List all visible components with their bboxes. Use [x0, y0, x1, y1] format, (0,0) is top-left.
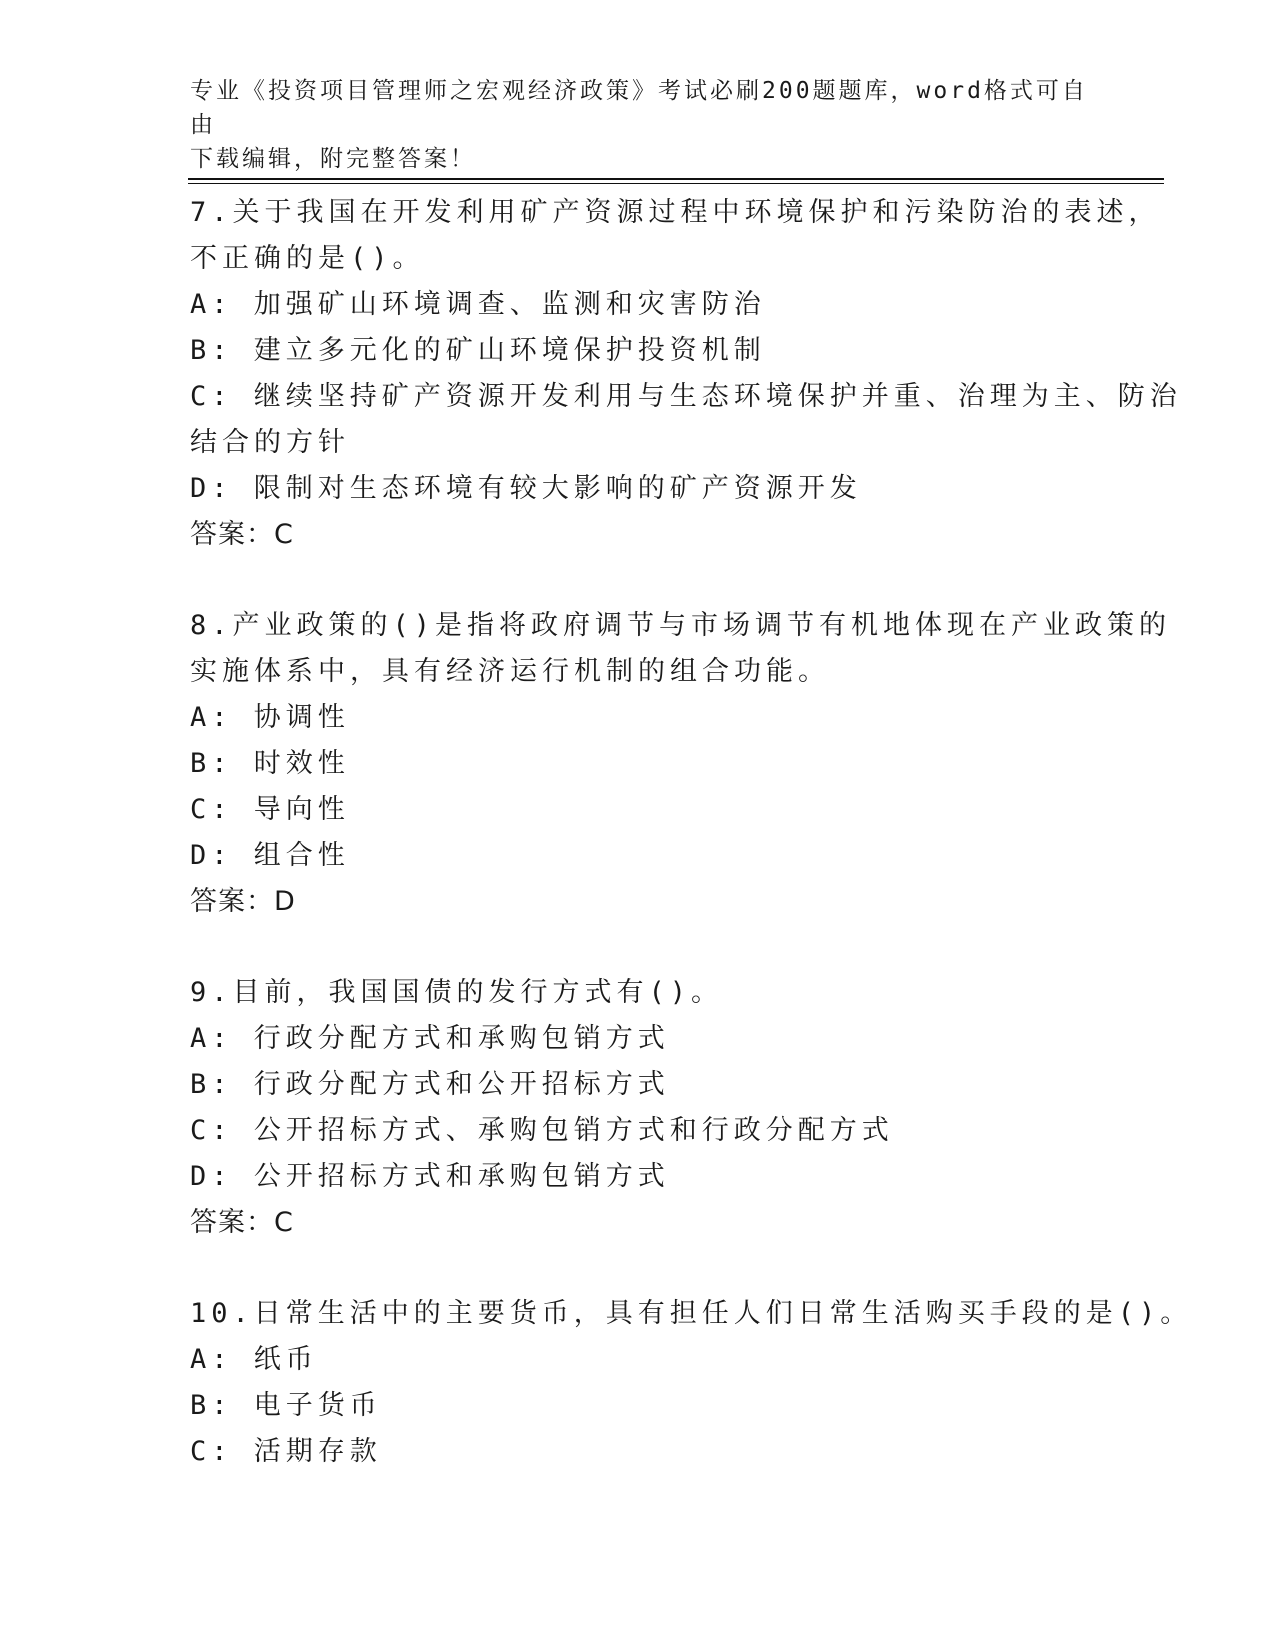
option-a: A: 协调性	[190, 702, 350, 733]
option-d: D: 限制对生态环境有较大影响的矿产资源开发	[190, 473, 862, 504]
header-line-1: 专业《投资项目管理师之宏观经济政策》考试必刷200题题库，word格式可自由	[190, 78, 1088, 138]
option-b: B: 建立多元化的矿山环境保护投资机制	[190, 335, 766, 366]
option-b: B: 时效性	[190, 748, 350, 779]
question-stem: 9.目前，我国国债的发行方式有()。	[190, 977, 724, 1008]
header-line-2: 下载编辑，附完整答案！	[190, 146, 476, 172]
header-divider-thick	[188, 178, 1164, 180]
question-10	[190, 1291, 1193, 1475]
question-stem: 不正确的是()。	[190, 243, 425, 274]
question-stem: 实施体系中，具有经济运行机制的组合功能。	[190, 656, 830, 687]
answer: 答案：C	[190, 1207, 294, 1238]
option-a: A: 纸币	[190, 1344, 318, 1375]
option-c: C: 继续坚持矿产资源开发利用与生态环境保护并重、治理为主、防治	[190, 381, 1182, 412]
option-a: A: 加强矿山环境调查、监测和灾害防治	[190, 289, 766, 320]
option-b: B: 行政分配方式和公开招标方式	[190, 1069, 670, 1100]
question-7	[190, 190, 1182, 558]
option-a: A: 行政分配方式和承购包销方式	[190, 1023, 670, 1054]
question-9	[190, 970, 1090, 1246]
option-b: B: 电子货币	[190, 1390, 382, 1421]
option-d: D: 公开招标方式和承购包销方式	[190, 1161, 670, 1192]
answer: 答案：D	[190, 886, 296, 917]
question-list	[190, 190, 1193, 1520]
question-stem: 8.产业政策的()是指将政府调节与市场调节有机地体现在产业政策的	[190, 610, 1172, 641]
option-d: D: 组合性	[190, 840, 350, 871]
header-divider-thin	[188, 183, 1164, 184]
question-8	[190, 603, 1172, 925]
option-c: C: 公开招标方式、承购包销方式和行政分配方式	[190, 1115, 894, 1146]
option-c-continued: 结合的方针	[190, 427, 350, 458]
question-stem: 7.关于我国在开发利用矿产资源过程中环境保护和污染防治的表述，	[190, 197, 1161, 228]
option-c: C: 导向性	[190, 794, 350, 825]
document-header	[190, 74, 1090, 176]
answer: 答案：C	[190, 519, 294, 550]
question-stem: 10.日常生活中的主要货币，具有担任人们日常生活购买手段的是()。	[190, 1298, 1193, 1329]
option-c: C: 活期存款	[190, 1436, 382, 1467]
